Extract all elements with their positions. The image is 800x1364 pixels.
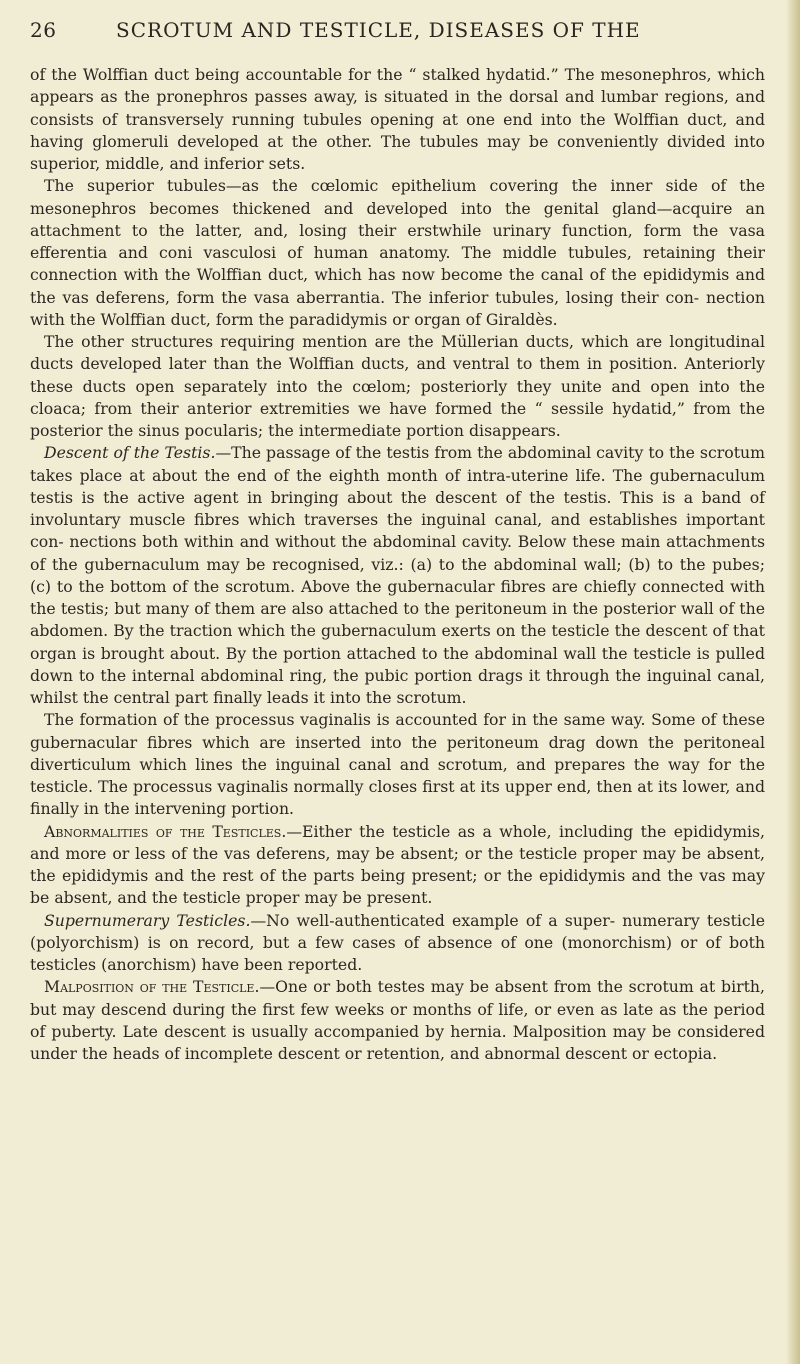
body-text — [30, 64, 765, 1065]
heading-supernumerary: Supernumerary Testicles. — [44, 910, 251, 930]
page-edge-shadow — [786, 0, 800, 1364]
paragraph-wolffian-duct: of the Wolffian duct being accountable for the “ stalked hydatid.” The mesonephros, which appears as the pronephros passes away, is situated in the dorsal and lumbar regions, and consists of transversely running tubules opening at one end into the Wolffian duct, and having glomeruli developed at the other. The tubules may be conveniently divided into superior, middle, and inferior sets. — [30, 65, 765, 173]
text-malposition: —One or both testes may be absent from the scrotum at birth, but may descend during the first few weeks or months of life, or even as late as the period of puberty. Late descent is usually accompanied by hernia. Malposition may be considered under the heads of incomplete descent or retention, and abnormal descent or ectopia. — [30, 977, 765, 1063]
text-abnormalities: —Either the testicle as a whole, including the epididymis, and more or less of the vas deferens, may be absent; or the testicle proper may be absent, the epididymis and the rest of the parts being present; or the epididymis and the vas may be absent, and the testicle proper may be present. — [30, 821, 765, 908]
running-head: SCROTUM AND TESTICLE, DISEASES OF THE — [116, 18, 641, 42]
page-number: 26 — [30, 18, 57, 42]
paragraph-mullerian-ducts: The other structures requiring mention are the Müllerian ducts, which are longitudinal ducts developed later than the Wolffian ducts, and ventral to them in position. Anteriorly these ducts open separately into the cœlom; posteriorly they unite and open into the cloaca; from their anterior extremities we have formed the “ sessile hydatid,” from the posterior the sinus pocularis; the intermediate portion disappears. — [30, 332, 765, 440]
heading-abnormalities: Abnormalities of the Testicles. — [44, 821, 287, 841]
page-header — [30, 18, 770, 52]
paragraph-malposition — [30, 976, 765, 1065]
paragraph-superior-tubules: The superior tubules—as the cœlomic epithelium covering the inner side of the mesonephros becomes thickened and developed into the genital gland—acquire an attachment to the latter, and, losing their erstwhile urinary function, form the vasa efferentia and coni vasculosi of human anatomy. The middle tubules, retaining their connection with the Wolffian duct, which has now become the canal of the epididymis and the vas deferens, form the vasa aberrantia. The inferior tubules, losing their con- nection with the Wolffian duct, form the paradidymis or organ of Giraldès. — [30, 176, 765, 329]
paragraph-abnormalities — [30, 821, 765, 910]
heading-descent-of-testis: Descent of the Testis. — [44, 443, 216, 463]
paragraph-supernumerary — [30, 910, 765, 977]
text-supernumerary: —No well-authenticated example of a super- numerary testicle (polyorchism) is on record, but a few cases of absence of one (monorchism) or of both testicles (anorchism) have been reported. — [30, 910, 765, 974]
heading-malposition: Malposition of the Testicle. — [44, 977, 260, 997]
paragraph-descent-of-testis — [30, 442, 765, 709]
paragraph-processus-vaginalis: The formation of the processus vaginalis is accounted for in the same way. Some of these gubernacular fibres which are inserted into the peritoneum drag down the peritoneal diverticulum which lines the inguinal canal and scrotum, and prepares the way for the testicle. The processus vaginalis normally closes first at its upper end, then at its lower, and finally in the intervening portion. — [30, 710, 765, 819]
text-descent-of-testis: —The passage of the testis from the abdominal cavity to the scrotum takes place at about the end of the eighth month of intra-uterine life. The gubernaculum testis is the active agent in bringing about the descent of the testis. This is a band of involuntary muscle fibres which traverses the inguinal canal, and establishes important con- nections both within and without the abdominal cavity. Below these main attachments of the gubernaculum may be recognised, viz.: (a) to the abdominal wall; (b) to the pubes; (c) to the bottom of the scrotum. Above the gubernacular fibres are chiefly connected with the testis; but many of them are also attached to the peritoneum in the posterior wall of the abdomen. By the traction which the gubernaculum exerts on the testicle the descent of that organ is brought about. By the portion attached to the abdominal wall the testicle is pulled down to the internal abdominal ring, the pubic portion drags it through the inguinal canal, whilst the central part finally leads it into the scrotum. — [30, 443, 765, 707]
